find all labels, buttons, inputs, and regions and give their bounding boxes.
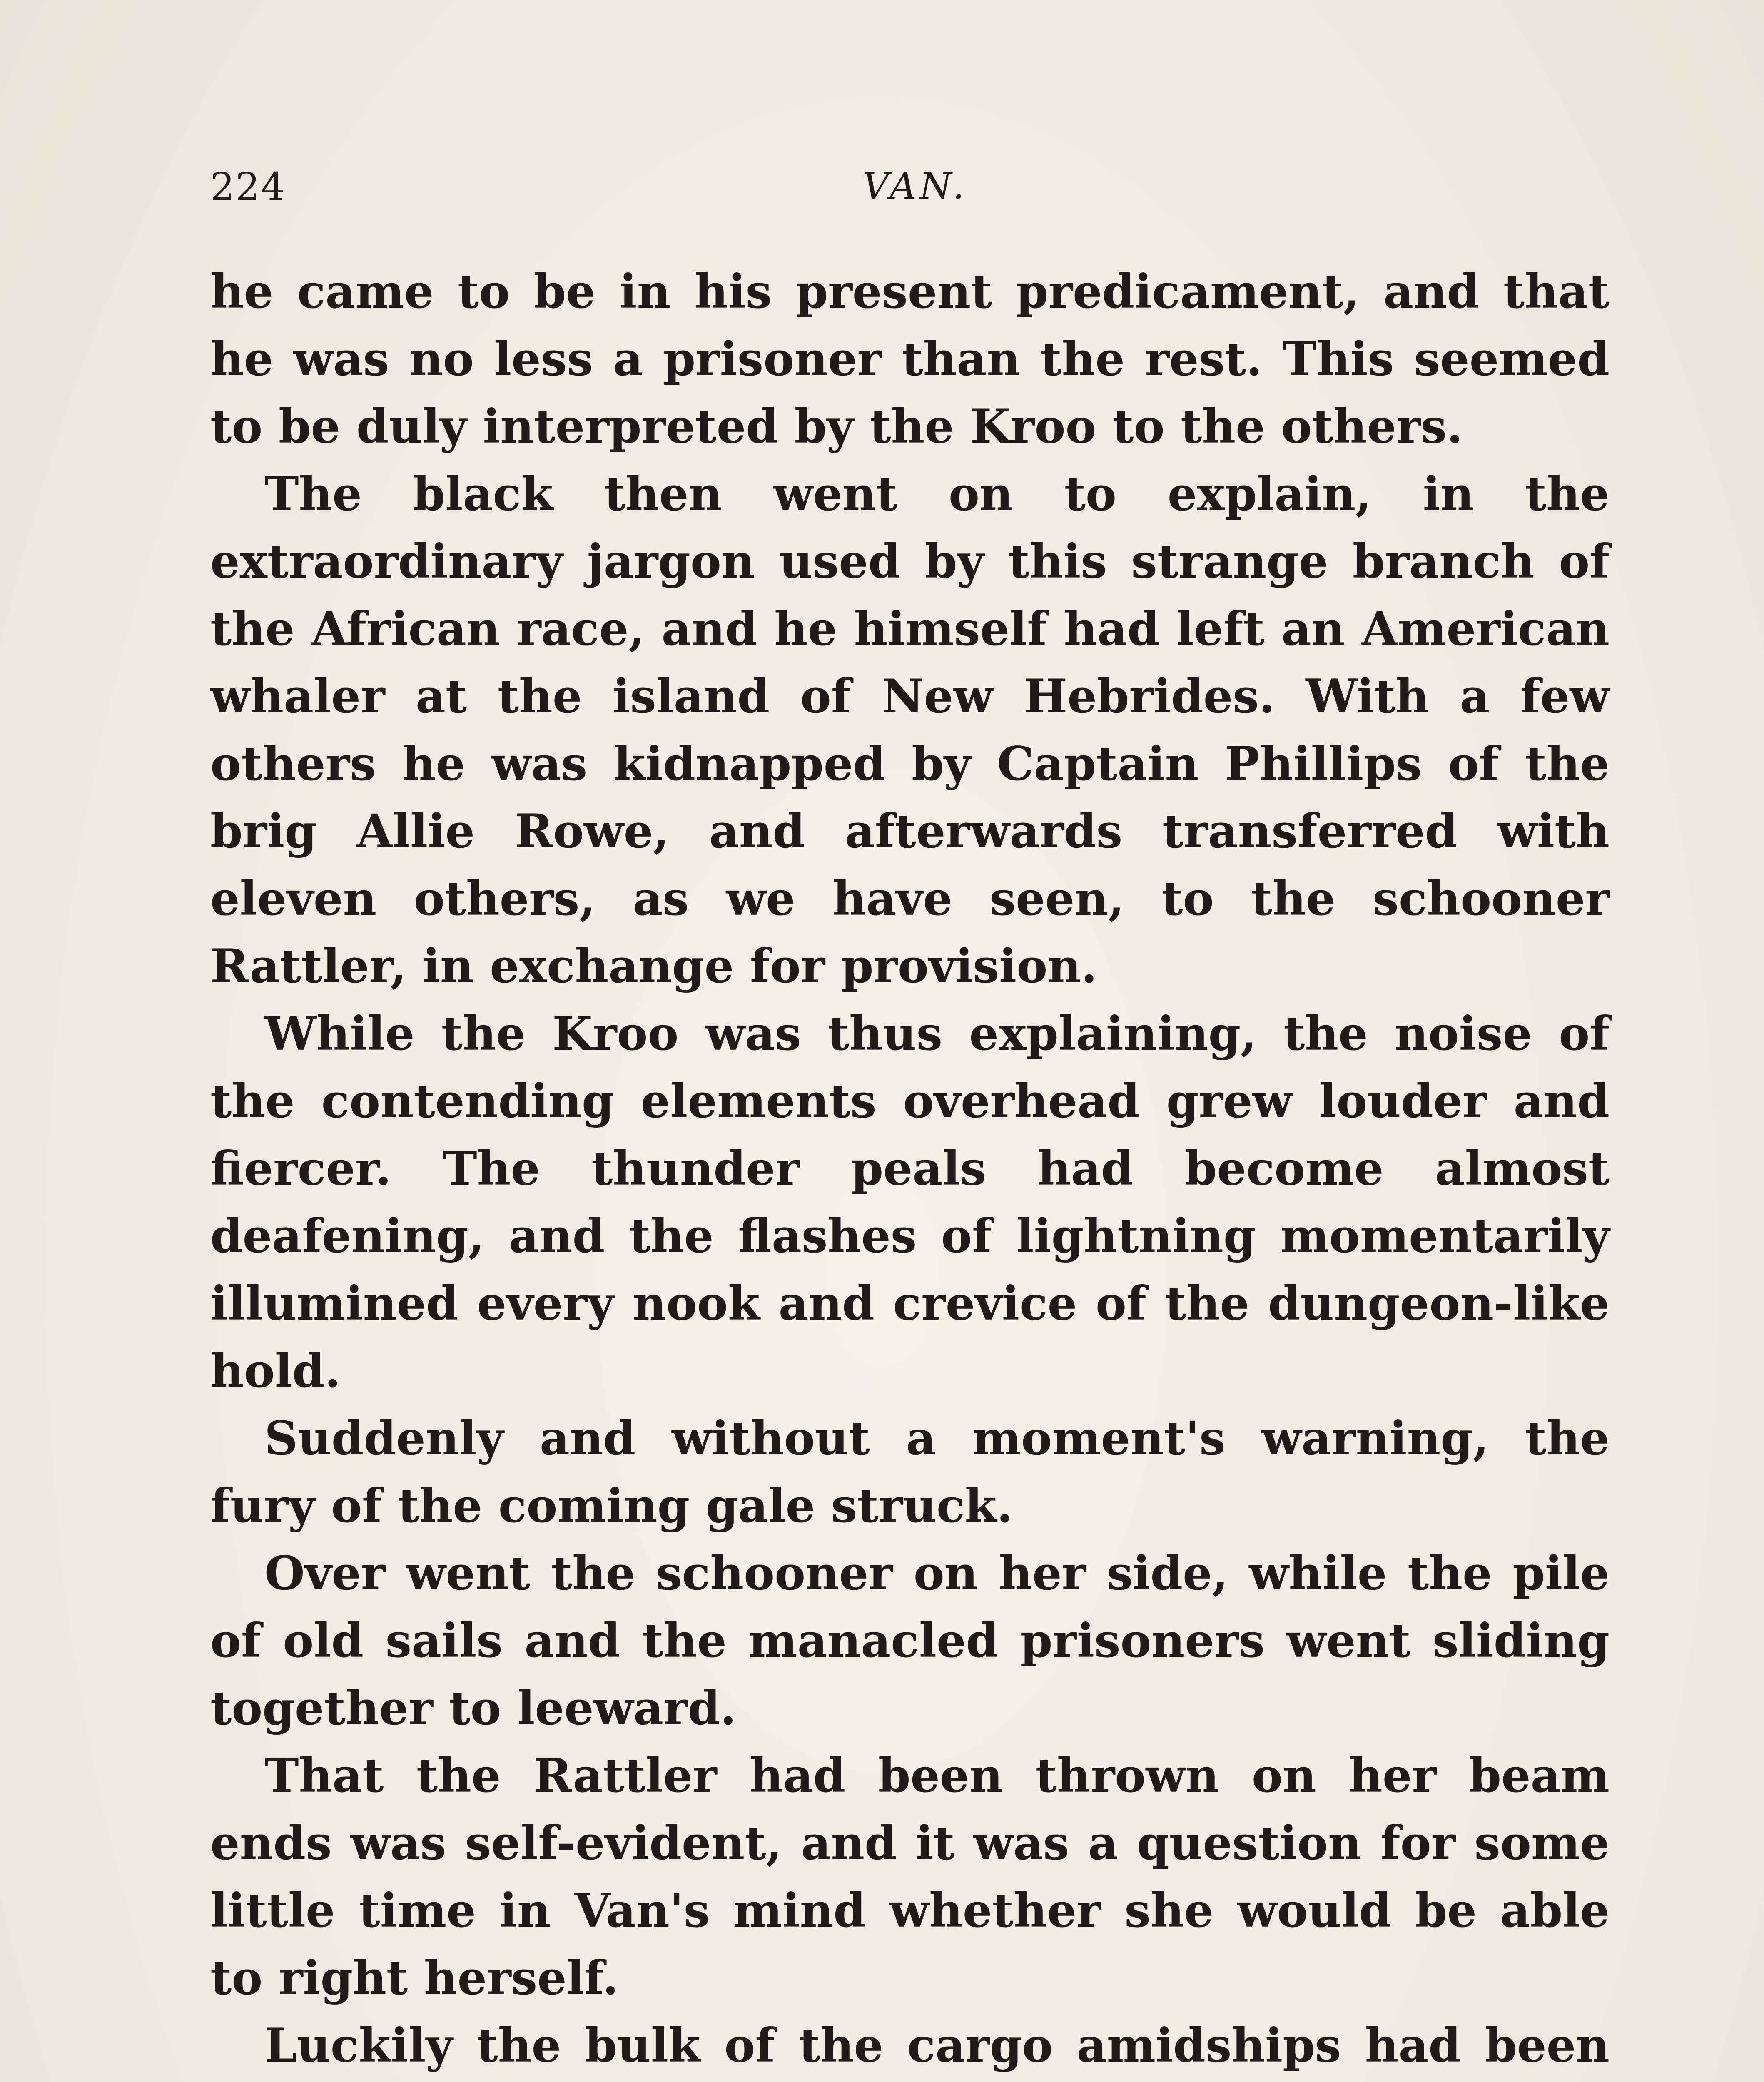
paragraph: Over went the schooner on her side, while the pile of old sails and the manacled prisoners went sliding together to leeward. xyxy=(210,1547,1610,1736)
paragraph-continuation: he came to be in his present predicament, and that he was no less a prisoner than the rest. This seemed to be duly interpreted by the Kroo to the others. xyxy=(210,265,1610,454)
paragraph: The black then went on to explain, in the extraordinary jargon used by this strange branch of the African race, and he himself had left an American whaler at the island of New Hebrides. With a few others he was kidnapped by Captain Phillips of the brig Allie Rowe, and afterwards transferred with eleven others, as we have seen, to the schooner Rattler, in exchange for provision. xyxy=(210,467,1610,994)
page-header xyxy=(210,164,1620,219)
body-text xyxy=(210,258,1610,2082)
paragraph: That the Rattler had been thrown on her beam ends was self-evident, and it was a question for some little time in Van's mind whether she would be able to right herself. xyxy=(210,1749,1610,2005)
page-number: 224 xyxy=(210,164,286,209)
paragraph: While the Kroo was thus explaining, the noise of the contending elements overhead grew louder and fiercer. The thunder peals had become almost deafening, and the flashes of lightning momentarily illumined every nook and crevice of the dungeon-like hold. xyxy=(210,1007,1610,1398)
paragraph: Suddenly and without a moment's warning, the fury of the coming gale struck. xyxy=(210,1412,1610,1533)
paragraph: Luckily the bulk of the cargo amidships had been xyxy=(264,2019,1610,2073)
running-title: VAN. xyxy=(862,164,968,207)
